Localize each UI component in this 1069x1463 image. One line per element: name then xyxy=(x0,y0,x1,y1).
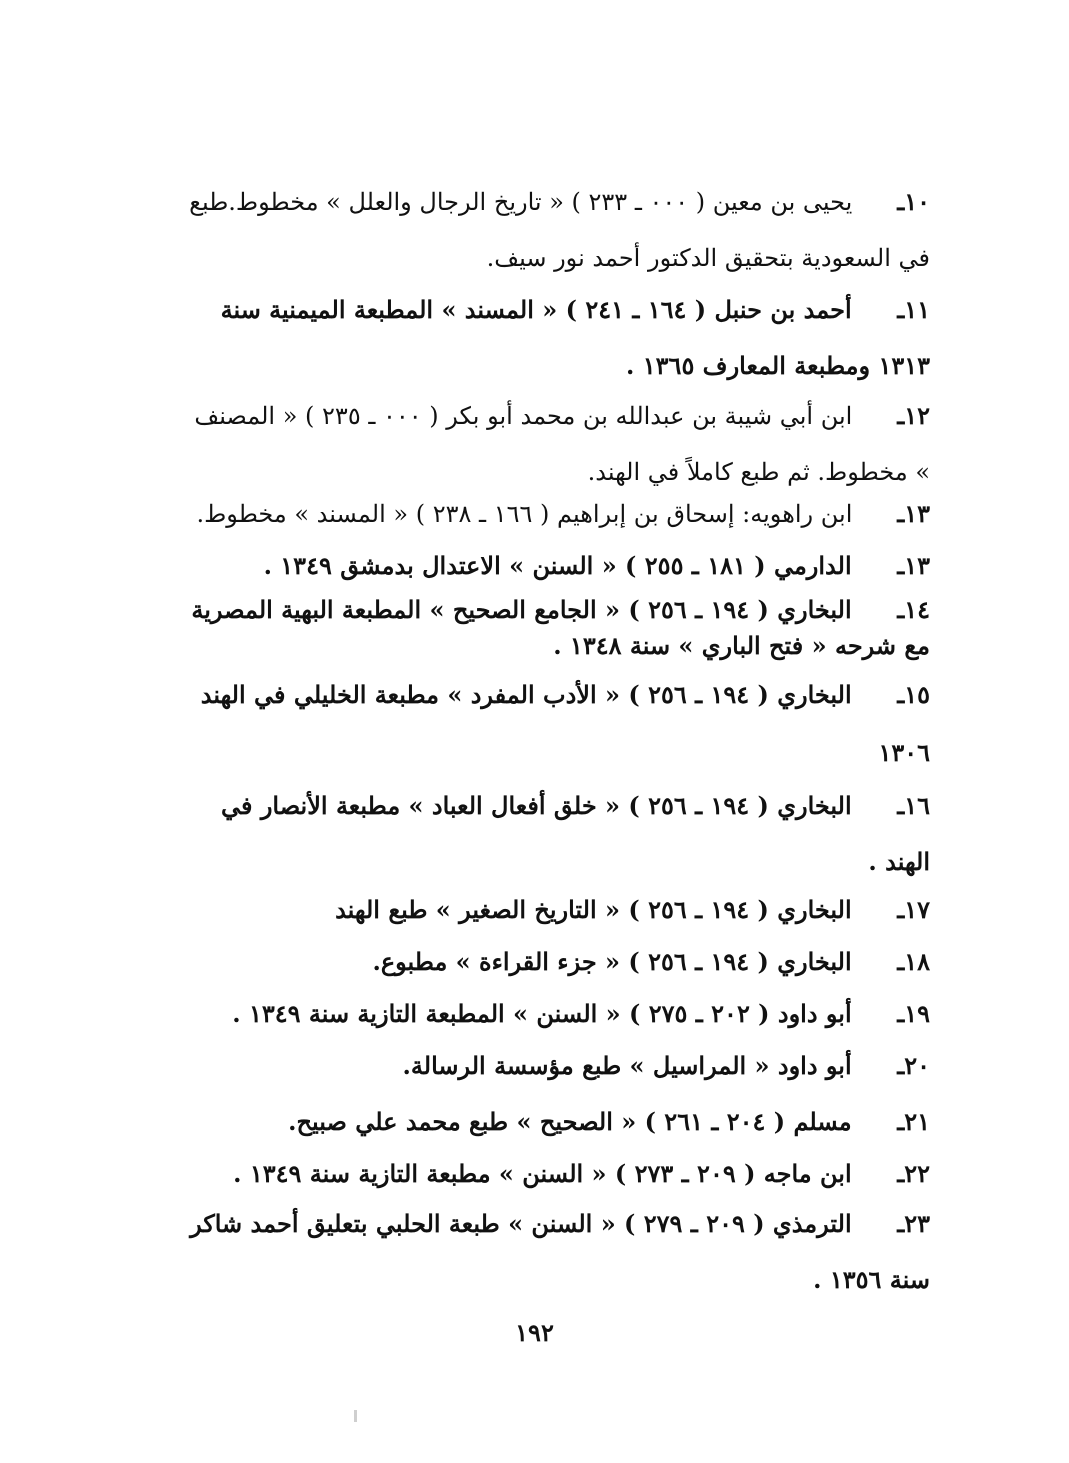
entry-text: البخاري ( ١٩٤ ـ ٢٥٦ ) « جزء القراءة » مطبوع. xyxy=(372,947,852,976)
entry-number: ٢٢ـ xyxy=(897,1159,930,1188)
list-item xyxy=(240,1038,930,1094)
entry-number: ١٧ـ xyxy=(897,895,930,924)
entry-text: يحيى بن معين ( ٠٠٠ ـ ٢٣٣ ) « تاريخ الرجال والعلل » مخطوط.طبع في السعودية بتحقيق الدكتور أحمد نور سيف. xyxy=(189,188,930,272)
entry-text: مسلم ( ٢٠٤ ـ ٢٦١ ) « الصحيح » طبع محمد علي صبيح. xyxy=(288,1107,852,1136)
entry-text: أبو داود ( ٢٠٢ ـ ٢٧٥ ) « السنن » المطبعة التازية سنة ١٣٤٩ . xyxy=(232,999,852,1028)
entry-text: البخاري ( ١٩٤ ـ ٢٥٦ ) « خلق أفعال العباد » مطبعة الأنصار في الهند . xyxy=(221,791,930,876)
entry-text: ابن راهويه: إسحاق بن إبراهيم ( ١٦٦ ـ ٢٣٨ ) « المسند » مخطوط. xyxy=(196,500,853,528)
entry-text: البخاري ( ١٩٤ ـ ٢٥٦ ) « التاريخ الصغير » طبع الهند xyxy=(335,895,852,924)
entry-text: البخاري ( ١٩٤ ـ ٢٥٦ ) « الجامع الصحيح » المطبعة البهية المصرية مع شرحه « فتح الباري » سنة ١٣٤٨ . xyxy=(191,595,930,660)
entry-number: ١٩ـ xyxy=(897,999,930,1028)
page-number: ١٩٢ xyxy=(515,1318,554,1347)
list-item xyxy=(180,778,930,890)
entry-number: ١٠ـ xyxy=(897,187,930,216)
entry-text: الترمذي ( ٢٠٩ ـ ٢٧٩ ) « السنن » طبعة الحلبي بتعليق أحمد شاكر سنة ١٣٥٦ . xyxy=(190,1209,930,1294)
list-item xyxy=(240,538,930,594)
list-item xyxy=(180,1196,930,1308)
entry-text: ابن أبي شيبة بن عبدالله بن محمد أبو بكر ( ٠٠٠ ـ ٢٣٥ ) « المصنف » مخطوط. ثم طبع كاملاً في الهند. xyxy=(194,402,930,486)
entry-number: ٢٠ـ xyxy=(897,1051,930,1080)
entry-number: ١١ـ xyxy=(897,295,930,324)
list-item xyxy=(180,666,930,782)
list-item xyxy=(180,282,930,394)
list-item xyxy=(180,388,930,500)
entry-number: ١٦ـ xyxy=(897,791,930,820)
scan-speck xyxy=(354,1410,357,1422)
list-item xyxy=(240,1094,930,1150)
entry-text: ابن ماجه ( ٢٠٩ ـ ٢٧٣ ) « السنن » مطبعة التازية سنة ١٣٤٩ . xyxy=(233,1159,852,1188)
list-item xyxy=(240,934,930,990)
list-item xyxy=(180,1146,930,1202)
list-item xyxy=(180,174,930,286)
entry-number: ١٣ـ xyxy=(897,551,930,580)
entry-number: ٢١ـ xyxy=(897,1107,930,1136)
entry-number: ١٥ـ xyxy=(897,680,930,709)
entry-text: أحمد بن حنبل ( ١٦٤ ـ ٢٤١ ) « المسند » المطبعة الميمنية سنة ١٣١٣ ومطبعة المعارف ١٣٦٥ . xyxy=(220,295,930,380)
entry-text: البخاري ( ١٩٤ ـ ٢٥٦ ) « الأدب المفرد » مطبعة الخليلي في الهند ١٣٠٦ xyxy=(200,680,930,767)
list-item xyxy=(180,592,930,664)
entry-number: ٢٣ـ xyxy=(897,1209,930,1238)
entry-number: ١٤ـ xyxy=(897,595,930,624)
entry-number: ١٨ـ xyxy=(897,947,930,976)
list-item xyxy=(180,986,930,1042)
list-item xyxy=(240,882,930,938)
list-item xyxy=(180,486,930,542)
entry-number: ١٣ـ xyxy=(897,499,930,528)
entry-text: الدارمي ( ١٨١ ـ ٢٥٥ ) « السنن » الاعتدال بدمشق ١٣٤٩ . xyxy=(263,551,852,580)
entry-number: ١٢ـ xyxy=(897,401,930,430)
entry-text: أبو داود « المراسيل » طبع مؤسسة الرسالة. xyxy=(402,1051,852,1080)
